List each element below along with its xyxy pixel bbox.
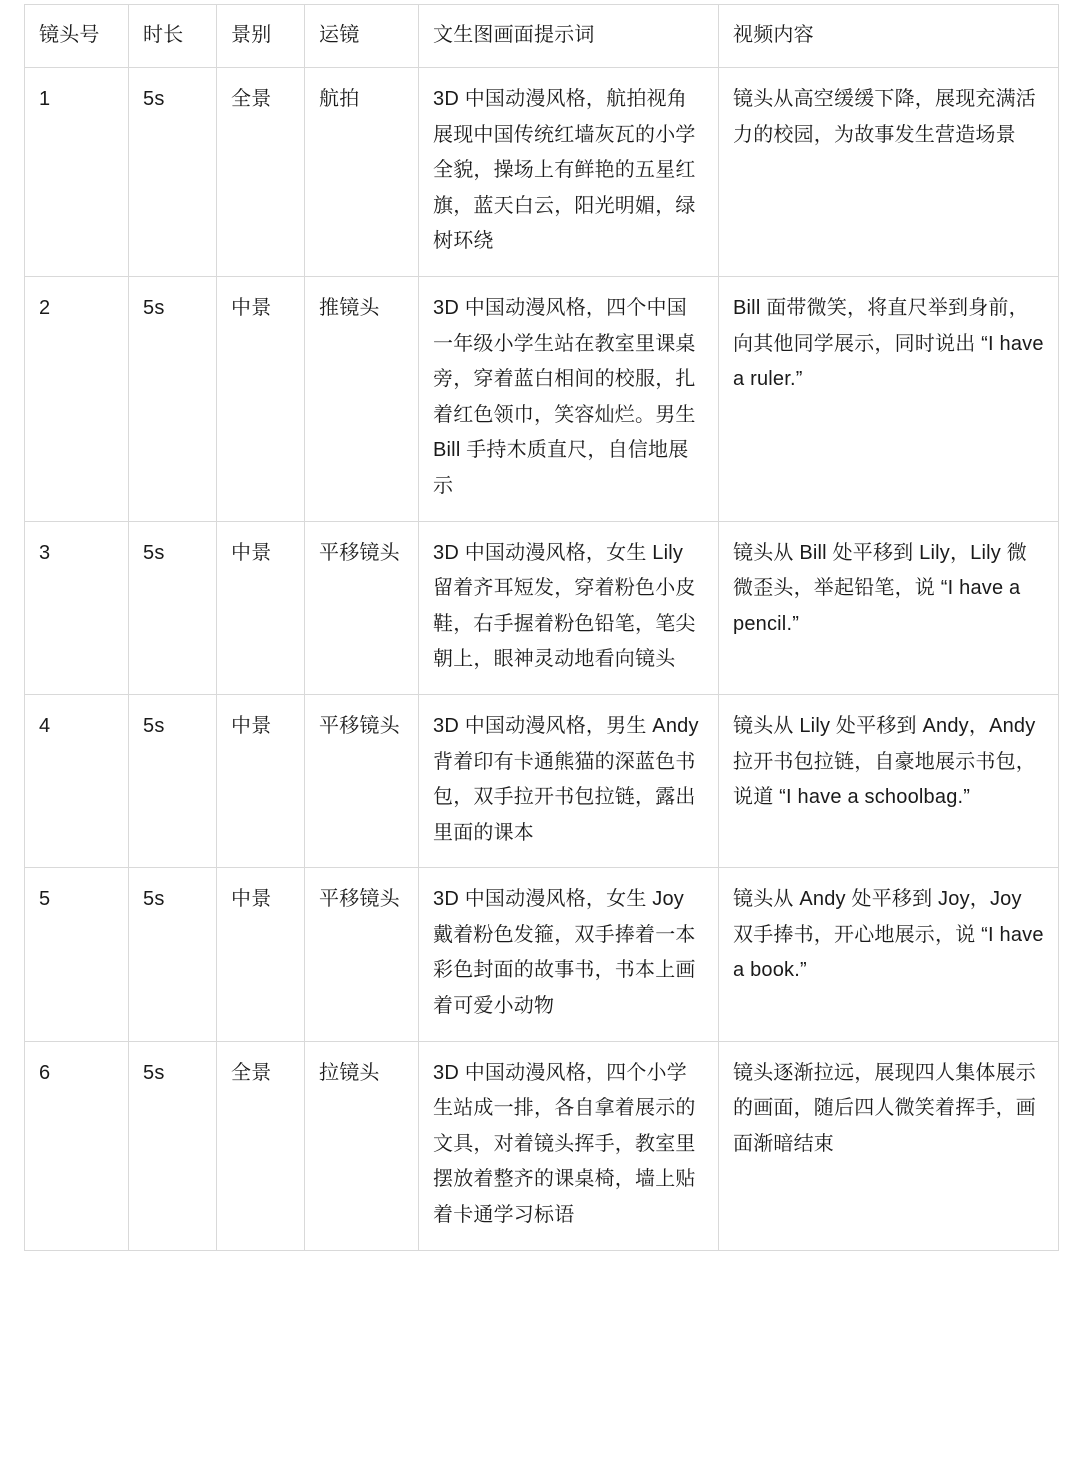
cell-shot-type: 中景 — [217, 868, 305, 1041]
cell-shot-number: 1 — [25, 68, 129, 277]
column-header-video-content: 视频内容 — [719, 5, 1059, 68]
cell-duration: 5s — [129, 521, 217, 694]
storyboard-table — [24, 4, 1059, 1251]
cell-video-content: 镜头从 Andy 处平移到 Joy，Joy 双手捧书，开心地展示，说 “I have a book.” — [719, 868, 1059, 1041]
column-header-camera-move: 运镜 — [305, 5, 419, 68]
cell-video-content: Bill 面带微笑，将直尺举到身前，向其他同学展示，同时说出 “I have a ruler.” — [719, 276, 1059, 521]
cell-video-content: 镜头从 Lily 处平移到 Andy，Andy 拉开书包拉链，自豪地展示书包，说道 “I have a schoolbag.” — [719, 694, 1059, 867]
cell-shot-number: 6 — [25, 1041, 129, 1250]
cell-shot-type: 全景 — [217, 1041, 305, 1250]
cell-shot-number: 2 — [25, 276, 129, 521]
cell-prompt: 3D 中国动漫风格，四个小学生站成一排，各自拿着展示的文具，对着镜头挥手，教室里摆放着整齐的课桌椅，墙上贴着卡通学习标语 — [419, 1041, 719, 1250]
cell-shot-number: 5 — [25, 868, 129, 1041]
cell-camera-move: 推镜头 — [305, 276, 419, 521]
cell-video-content: 镜头逐渐拉远，展现四人集体展示的画面，随后四人微笑着挥手，画面渐暗结束 — [719, 1041, 1059, 1250]
column-header-shot-type: 景别 — [217, 5, 305, 68]
column-header-prompt: 文生图画面提示词 — [419, 5, 719, 68]
cell-duration: 5s — [129, 1041, 217, 1250]
cell-shot-type: 中景 — [217, 521, 305, 694]
cell-shot-number: 4 — [25, 694, 129, 867]
cell-prompt: 3D 中国动漫风格，四个中国一年级小学生站在教室里课桌旁，穿着蓝白相间的校服，扎着红色领巾，笑容灿烂。男生 Bill 手持木质直尺，自信地展示 — [419, 276, 719, 521]
cell-camera-move: 平移镜头 — [305, 868, 419, 1041]
table-row — [25, 521, 1059, 694]
cell-camera-move: 航拍 — [305, 68, 419, 277]
cell-prompt: 3D 中国动漫风格，航拍视角展现中国传统红墙灰瓦的小学全貌，操场上有鲜艳的五星红旗，蓝天白云，阳光明媚，绿树环绕 — [419, 68, 719, 277]
cell-camera-move: 平移镜头 — [305, 521, 419, 694]
cell-duration: 5s — [129, 694, 217, 867]
cell-shot-type: 全景 — [217, 68, 305, 277]
table-header-row — [25, 5, 1059, 68]
cell-duration: 5s — [129, 868, 217, 1041]
cell-video-content: 镜头从 Bill 处平移到 Lily，Lily 微微歪头，举起铅笔，说 “I have a pencil.” — [719, 521, 1059, 694]
table-row — [25, 276, 1059, 521]
table-header — [25, 5, 1059, 68]
table-row — [25, 868, 1059, 1041]
table-body — [25, 68, 1059, 1251]
cell-duration: 5s — [129, 276, 217, 521]
cell-video-content: 镜头从高空缓缓下降，展现充满活力的校园，为故事发生营造场景 — [719, 68, 1059, 277]
cell-prompt: 3D 中国动漫风格，男生 Andy 背着印有卡通熊猫的深蓝色书包，双手拉开书包拉链，露出里面的课本 — [419, 694, 719, 867]
cell-camera-move: 拉镜头 — [305, 1041, 419, 1250]
cell-camera-move: 平移镜头 — [305, 694, 419, 867]
cell-shot-type: 中景 — [217, 694, 305, 867]
cell-duration: 5s — [129, 68, 217, 277]
cell-prompt: 3D 中国动漫风格，女生 Joy 戴着粉色发箍，双手捧着一本彩色封面的故事书，书本上画着可爱小动物 — [419, 868, 719, 1041]
cell-prompt: 3D 中国动漫风格，女生 Lily 留着齐耳短发，穿着粉色小皮鞋，右手握着粉色铅笔，笔尖朝上，眼神灵动地看向镜头 — [419, 521, 719, 694]
table-row — [25, 68, 1059, 277]
column-header-shot-number: 镜头号 — [25, 5, 129, 68]
table-row — [25, 694, 1059, 867]
column-header-duration: 时长 — [129, 5, 217, 68]
table-row — [25, 1041, 1059, 1250]
cell-shot-type: 中景 — [217, 276, 305, 521]
cell-shot-number: 3 — [25, 521, 129, 694]
